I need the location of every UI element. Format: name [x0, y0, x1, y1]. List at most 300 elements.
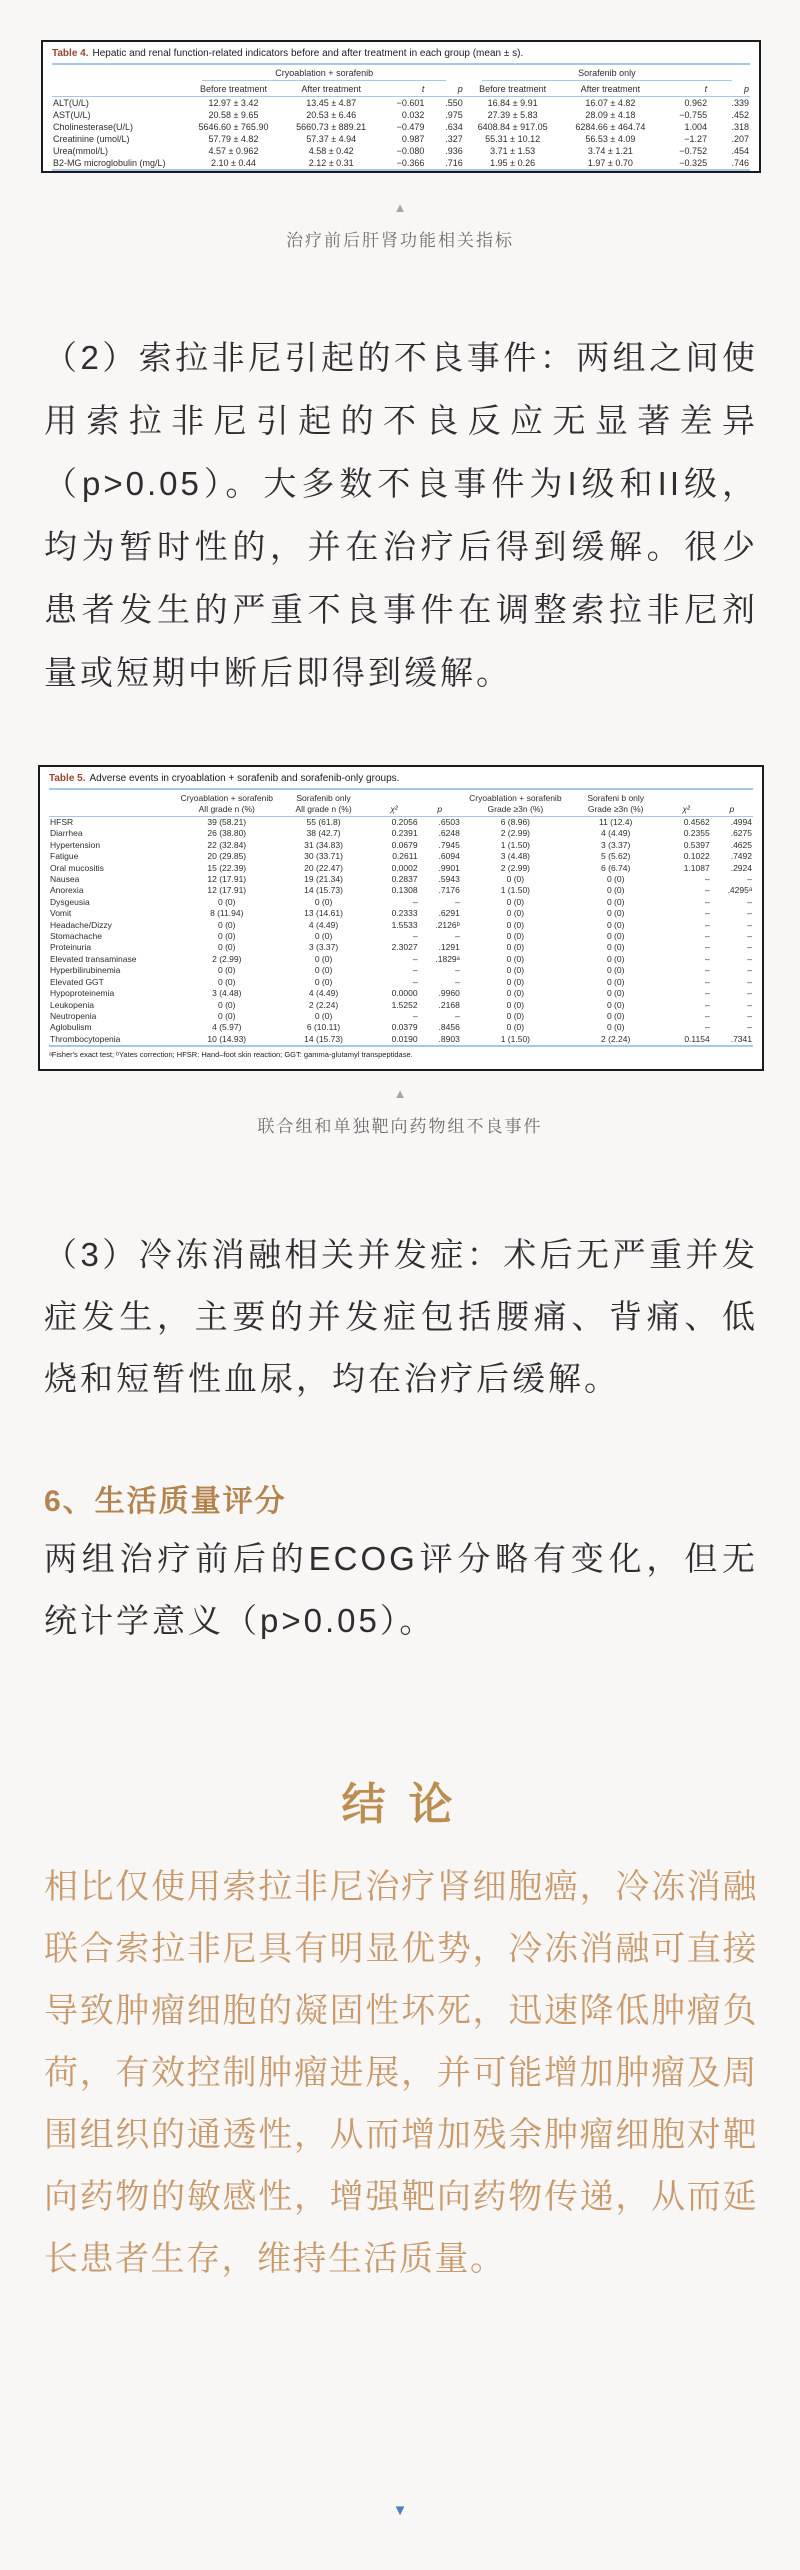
data-cell: 2 (2.24)	[570, 1034, 662, 1046]
data-cell: –	[747, 919, 752, 930]
data-cell: 13 (14.61)	[304, 908, 343, 919]
data-cell: 4.58 ± 0.42	[308, 146, 354, 156]
data-cell: –	[747, 988, 752, 999]
data-cell: 1 (1.50)	[500, 885, 531, 896]
data-cell: –	[747, 965, 752, 976]
data-cell: 0 (0)	[218, 919, 236, 930]
data-cell: .9901	[438, 862, 460, 873]
table-row	[49, 920, 753, 931]
column-header-sorafenib-grade3: Sorafeni b only Grade ≥3n (%)	[570, 792, 662, 817]
data-cell: 55.31 ± 10.12	[485, 134, 541, 144]
data-cell: 2.10 ± 0.44	[185, 157, 283, 170]
data-cell: 26 (38.80)	[207, 828, 247, 839]
paragraph-quality-of-life: 两组治疗前后的ECOG评分略有变化，但无统计学意义（p>0.05）。	[44, 1540, 758, 1639]
data-cell: 0.1022	[683, 851, 710, 862]
table-row	[49, 828, 753, 839]
table5-header-row	[49, 792, 753, 817]
data-cell: –	[412, 931, 418, 942]
data-cell: 12 (17.91)	[207, 885, 247, 896]
row-label: Fatigue	[50, 851, 79, 862]
data-cell: 0.2391	[391, 828, 418, 839]
data-cell: 1.5533	[391, 919, 418, 930]
column-header-p: p	[419, 792, 461, 817]
data-cell: 6 (10.11)	[306, 1022, 341, 1033]
data-cell: 0.0002	[391, 862, 418, 873]
row-label: Anorexia	[50, 885, 84, 896]
data-cell: .634	[445, 122, 463, 132]
row-label: Neutropenia	[50, 1010, 97, 1021]
table5-figure	[38, 765, 764, 1071]
data-cell: –	[455, 976, 460, 987]
table4-label: Table 4.	[52, 48, 89, 59]
data-cell: 12.97 ± 3.42	[208, 98, 259, 108]
column-header-p: p	[711, 792, 753, 817]
paragraph-cryoablation-complications: （3）冷冻消融相关并发症：术后无严重并发症发生，主要的并发症包括腰痛、背痛、低烧和短暂性血尿，均在治疗后缓解。	[44, 1236, 758, 1397]
data-cell: 19 (21.34)	[304, 874, 343, 885]
data-cell: 0 (0)	[506, 988, 525, 999]
data-cell: .6291	[438, 908, 460, 919]
table5-body	[49, 817, 753, 1047]
data-cell: –	[455, 931, 460, 942]
row-label: Hypertension	[50, 839, 101, 850]
data-cell: 5646.60 ± 765.90	[198, 122, 269, 132]
data-cell: 0 (0)	[606, 999, 625, 1010]
data-cell: –	[704, 988, 710, 999]
data-cell: 39 (58.21)	[207, 817, 247, 827]
data-cell: 0 (0)	[606, 965, 625, 976]
data-cell: –	[747, 953, 752, 964]
data-cell: 0 (0)	[606, 908, 625, 919]
data-cell: 6 (8.96)	[500, 817, 531, 827]
table-row	[49, 817, 753, 829]
data-cell: .5943	[438, 874, 460, 885]
data-cell: 4 (4.49)	[308, 919, 339, 930]
data-cell: 3 (3.37)	[601, 839, 631, 850]
data-cell: 0 (0)	[506, 931, 525, 942]
column-header: Before treatment	[185, 83, 283, 97]
column-header: Before treatment	[464, 83, 562, 97]
data-cell: 3.71 ± 1.53	[490, 146, 536, 156]
group-header-cryo: Cryoablation + sorafenib	[185, 67, 464, 83]
data-cell: 4 (4.49)	[308, 988, 339, 999]
data-cell: –	[747, 908, 752, 919]
data-cell: –	[704, 953, 710, 964]
data-cell: 0 (0)	[606, 885, 625, 896]
table-row	[49, 931, 753, 942]
column-header: t	[380, 83, 425, 97]
data-cell: –	[412, 953, 418, 964]
data-cell: –	[747, 942, 752, 953]
section6-heading: 6、生活质量评分	[44, 1485, 287, 1518]
data-cell: .327	[445, 134, 463, 144]
data-cell: 14 (15.73)	[278, 1034, 370, 1046]
data-cell: 20.58 ± 9.65	[208, 110, 259, 120]
data-cell: –	[704, 965, 710, 976]
row-label: B2-MG microglobulin (mg/L)	[52, 157, 185, 170]
table-row	[49, 908, 753, 919]
data-cell: 5660.73 ± 889.21	[296, 122, 367, 132]
data-cell: .2168	[438, 999, 460, 1010]
data-cell: 2 (2.99)	[500, 862, 531, 873]
data-cell: 1.5252	[391, 999, 418, 1010]
data-cell: .6275	[730, 828, 752, 839]
table5-title-line	[49, 773, 753, 790]
data-cell: .716	[425, 157, 463, 170]
table-row	[49, 1034, 753, 1046]
data-cell: 12 (17.91)	[207, 874, 247, 885]
table-row	[49, 965, 753, 976]
data-cell: –	[747, 1022, 752, 1033]
data-cell: 0 (0)	[506, 1010, 525, 1021]
data-cell: –	[747, 976, 752, 987]
data-cell: 0 (0)	[314, 965, 333, 976]
table4-title-line	[52, 48, 750, 65]
data-cell: 57.37 ± 4.94	[306, 134, 357, 144]
table4-title: Hepatic and renal function-related indicators before and after treatment in each group (mean ± s).	[92, 48, 524, 59]
data-cell: 3.74 ± 1.21	[587, 146, 633, 156]
table4	[52, 67, 750, 171]
data-cell: .4994	[730, 817, 752, 827]
table-row	[49, 840, 753, 851]
data-cell: 20 (22.47)	[304, 862, 343, 873]
data-cell: 2.3027	[391, 942, 418, 953]
data-cell: .7176	[438, 885, 460, 896]
data-cell: 15 (22.39)	[207, 862, 247, 873]
row-label: Vomit	[50, 908, 72, 919]
data-cell: .4295ᵃ	[727, 885, 752, 896]
data-cell: 0 (0)	[606, 1010, 625, 1021]
data-cell: 0.0000	[391, 988, 418, 999]
data-cell: 4 (4.49)	[601, 828, 631, 839]
table-row	[52, 157, 750, 170]
data-cell: 28.09 ± 4.18	[585, 110, 636, 120]
data-cell: .2126ᵇ	[435, 919, 460, 930]
table4-subheader-row	[52, 83, 750, 97]
data-cell: .9960	[438, 988, 460, 999]
row-label: Hypoproteinemia	[50, 988, 115, 999]
data-cell: −0.325	[659, 157, 708, 170]
data-cell: 4 (5.97)	[212, 1022, 242, 1033]
data-cell: 2.12 ± 0.31	[282, 157, 380, 170]
data-cell: 0.2837	[391, 874, 418, 885]
data-cell: –	[704, 908, 710, 919]
table-row	[49, 954, 753, 965]
data-cell: 2 (2.99)	[212, 953, 242, 964]
data-cell: 2 (2.24)	[308, 999, 339, 1010]
data-cell: .454	[731, 146, 749, 156]
row-label: Stomachache	[50, 931, 102, 942]
data-cell: 0 (0)	[218, 965, 236, 976]
data-cell: 0.1154	[661, 1034, 710, 1046]
data-cell: .8456	[438, 1022, 460, 1033]
data-cell: 56.53 ± 4.09	[585, 134, 636, 144]
table-row	[49, 977, 753, 988]
data-cell: 0 (0)	[606, 931, 625, 942]
data-cell: −1.27	[684, 134, 708, 144]
row-label: Thrombocytopenia	[49, 1034, 176, 1046]
data-cell: 0 (0)	[506, 976, 525, 987]
paragraph-sorafenib-adverse-events: （2）索拉非尼引起的不良事件：两组之间使用索拉非尼引起的不良反应无显著差异（p>0.05）。大多数不良事件为I级和II级，均为暂时性的，并在治疗后得到缓解。很少患者发生的严重不良事件在调整索拉非尼剂量或短期中断后即得到缓解。	[44, 339, 758, 691]
data-cell: 0 (0)	[218, 931, 236, 942]
row-label: Elevated transaminase	[50, 953, 137, 964]
data-cell: 0.2611	[392, 851, 418, 862]
data-cell: –	[747, 1010, 752, 1021]
data-cell: –	[412, 965, 418, 976]
data-cell: 1.97 ± 0.70	[562, 157, 660, 170]
data-cell: 0 (0)	[506, 1022, 525, 1033]
row-label: Creatinine (umol/L)	[53, 134, 130, 144]
table-row	[49, 885, 753, 896]
table4-caption: 治疗前后肝肾功能相关指标	[286, 231, 514, 250]
table5-footnote: ᵃFisher's exact test; ᵇYates correction; HFSR: Hand–foot skin reaction; GGT: gamma-glutamyl transpeptidase.	[49, 1050, 413, 1060]
data-cell: −0.755	[679, 110, 708, 120]
group-header-sorafenib: Sorafenib only	[464, 67, 750, 83]
conclusion-title: 结 论	[341, 1780, 459, 1829]
data-cell: 0 (0)	[606, 953, 625, 964]
row-label: Aglobulism	[50, 1022, 92, 1033]
table-row	[49, 942, 753, 953]
empty-header-cell	[52, 67, 185, 83]
column-header-chi-square: χ²	[661, 792, 710, 817]
data-cell: –	[704, 1022, 710, 1033]
data-cell: .6248	[438, 828, 460, 839]
table-row	[49, 863, 753, 874]
data-cell: −0.752	[679, 146, 708, 156]
data-cell: .4625	[730, 839, 752, 850]
data-cell: 0 (0)	[314, 896, 333, 907]
data-cell: 0 (0)	[606, 896, 625, 907]
data-cell: 3 (3.37)	[308, 942, 339, 953]
table-row	[49, 1022, 753, 1033]
table-row	[52, 109, 750, 121]
table-row	[52, 133, 750, 145]
data-cell: 0.2333	[391, 908, 418, 919]
column-header-sorafenib-allgrade: Sorafenib only All grade n (%)	[278, 792, 370, 817]
data-cell: 0.4562	[683, 817, 710, 827]
data-cell: 10 (14.93)	[176, 1034, 278, 1046]
column-header: t	[659, 83, 708, 97]
data-cell: 1 (1.50)	[461, 1034, 570, 1046]
data-cell: .975	[445, 110, 463, 120]
data-cell: 4.57 ± 0.962	[208, 146, 259, 156]
column-header-cryo-allgrade: Cryoablation + sorafenib All grade n (%)	[176, 792, 278, 817]
data-cell: –	[412, 1010, 418, 1021]
row-label: ALT(U/L)	[53, 98, 89, 108]
data-cell: –	[455, 896, 460, 907]
data-cell: 0 (0)	[606, 942, 625, 953]
data-cell: 3 (4.48)	[212, 988, 242, 999]
data-cell: 1.004	[684, 122, 708, 132]
data-cell: .7492	[730, 851, 752, 862]
data-cell: 0 (0)	[506, 953, 525, 964]
data-cell: .318	[731, 122, 749, 132]
triangle-up-icon: ▲	[393, 200, 407, 215]
data-cell: 0 (0)	[506, 896, 525, 907]
data-cell: 30 (33.71)	[304, 851, 343, 862]
row-label: Dysgeusia	[50, 896, 90, 907]
data-cell: 0.962	[684, 98, 708, 108]
data-cell: 22 (32.84)	[207, 839, 247, 850]
data-cell: –	[704, 874, 710, 885]
data-cell: 0.2056	[391, 817, 418, 827]
data-cell: −0.366	[380, 157, 425, 170]
data-cell: 0 (0)	[606, 1022, 625, 1033]
data-cell: 20.53 ± 6.46	[306, 110, 357, 120]
data-cell: 0 (0)	[506, 874, 525, 885]
row-label: AST(U/L)	[53, 110, 91, 120]
data-cell: –	[704, 976, 710, 987]
data-cell: .7945	[438, 839, 460, 850]
data-cell: −0.080	[396, 146, 425, 156]
data-cell: 13.45 ± 4.87	[306, 98, 357, 108]
table-row	[49, 1011, 753, 1022]
data-cell: 6408.84 ± 917.05	[477, 122, 548, 132]
data-cell: –	[704, 942, 710, 953]
table5-caption-block	[0, 1086, 800, 1137]
conclusion-paragraph: 相比仅使用索拉非尼治疗肾细胞癌，冷冻消融联合索拉非尼具有明显优势，冷冻消融可直接导致肿瘤细胞的凝固性坏死，迅速降低肿瘤负荷，有效控制肿瘤进展，并可能增加肿瘤及周围组织的通透性，从而增加残余肿瘤细胞对靶向药物的敏感性，增强靶向药物传递，从而延长患者生存，维持生活质量。	[44, 1868, 758, 2278]
triangle-down-icon: ▼	[392, 2502, 408, 2519]
data-cell: 0 (0)	[606, 976, 625, 987]
data-cell: 0 (0)	[506, 999, 525, 1010]
table4-group-header-row	[52, 67, 750, 83]
column-header: After treatment	[282, 83, 380, 97]
row-label: Elevated GGT	[50, 976, 104, 987]
row-label: Urea(mmol/L)	[53, 146, 109, 156]
data-cell: .550	[445, 98, 463, 108]
data-cell: –	[704, 931, 710, 942]
data-cell: 0.987	[401, 134, 425, 144]
table5-label: Table 5.	[49, 773, 86, 784]
row-label: Proteinuria	[50, 942, 92, 953]
data-cell: 0 (0)	[606, 919, 625, 930]
table4-caption-block	[0, 200, 800, 251]
data-cell: 27.39 ± 5.83	[487, 110, 538, 120]
data-cell: 0 (0)	[314, 931, 333, 942]
data-cell: .7341	[711, 1034, 753, 1046]
data-cell: –	[747, 896, 752, 907]
data-cell: 0 (0)	[314, 953, 333, 964]
table4-body	[52, 97, 750, 171]
data-cell: 1 (1.50)	[500, 839, 531, 850]
table-row	[52, 97, 750, 110]
data-cell: –	[747, 874, 752, 885]
data-cell: 0 (0)	[506, 908, 525, 919]
data-cell: 11 (12.4)	[598, 817, 633, 827]
column-header-chi-square: χ²	[369, 792, 418, 817]
row-label: Hyperbilirubinemia	[50, 965, 121, 976]
column-header: After treatment	[562, 83, 660, 97]
row-label: Nausea	[50, 874, 80, 885]
table5-title: Adverse events in cryoablation + sorafenib and sorafenib-only groups.	[89, 773, 400, 784]
data-cell: 0 (0)	[606, 988, 625, 999]
column-header: p	[425, 83, 463, 97]
data-cell: –	[704, 999, 710, 1010]
data-cell: 1.1087	[683, 862, 710, 873]
data-cell: 0 (0)	[314, 1010, 333, 1021]
data-cell: 0 (0)	[218, 976, 236, 987]
table-row	[49, 988, 753, 999]
data-cell: 2 (2.99)	[500, 828, 531, 839]
table5	[49, 792, 753, 1047]
data-cell: .207	[731, 134, 749, 144]
data-cell: 0 (0)	[314, 976, 333, 987]
column-header: p	[708, 83, 750, 97]
data-cell: 20 (29.85)	[207, 851, 247, 862]
empty-header-cell	[49, 792, 176, 817]
data-cell: .2924	[730, 862, 752, 873]
data-cell: .339	[731, 98, 749, 108]
data-cell: 0.1308	[391, 885, 418, 896]
data-cell: –	[704, 919, 710, 930]
empty-header-cell	[52, 83, 185, 97]
data-cell: 55 (61.8)	[306, 817, 341, 827]
data-cell: −0.479	[396, 122, 425, 132]
data-cell: 8 (11.94)	[210, 908, 244, 919]
data-cell: 0.0190	[369, 1034, 418, 1046]
data-cell: 0.032	[401, 110, 425, 120]
data-cell: –	[412, 976, 418, 987]
data-cell: 5 (5.62)	[601, 851, 631, 862]
data-cell: –	[704, 885, 710, 896]
data-cell: 0 (0)	[218, 1010, 236, 1021]
table4-figure	[41, 40, 761, 173]
data-cell: 0 (0)	[606, 874, 625, 885]
data-cell: .6094	[438, 851, 460, 862]
row-label: Cholinesterase(U/L)	[53, 122, 134, 132]
data-cell: .936	[445, 146, 463, 156]
data-cell: .8903	[419, 1034, 461, 1046]
data-cell: .746	[708, 157, 750, 170]
table-row	[49, 851, 753, 862]
triangle-up-icon: ▲	[393, 1086, 407, 1101]
data-cell: 0 (0)	[218, 942, 236, 953]
row-label: Leukopenia	[50, 999, 94, 1010]
data-cell: 16.84 ± 9.91	[487, 98, 538, 108]
data-cell: –	[412, 896, 418, 907]
data-cell: 0 (0)	[506, 965, 525, 976]
data-cell: 14 (15.73)	[304, 885, 343, 896]
data-cell: 31 (34.83)	[304, 839, 343, 850]
data-cell: 38 (42.7)	[306, 828, 341, 839]
column-header-cryo-grade3: Cryoablation + sorafenib Grade ≥3n (%)	[461, 792, 570, 817]
data-cell: 6 (6.74)	[601, 862, 631, 873]
table-row	[52, 145, 750, 157]
data-cell: 0.5397	[683, 839, 710, 850]
data-cell: 57.79 ± 4.82	[208, 134, 259, 144]
data-cell: 16.07 ± 4.82	[585, 98, 636, 108]
table-row	[52, 121, 750, 133]
data-cell: 0.2355	[683, 828, 710, 839]
table-row	[49, 1000, 753, 1011]
data-cell: 3 (4.48)	[500, 851, 531, 862]
data-cell: .6503	[438, 817, 460, 827]
data-cell: –	[704, 1010, 710, 1021]
row-label: Diarrhea	[50, 828, 83, 839]
table-row	[49, 874, 753, 885]
data-cell: 0 (0)	[506, 919, 525, 930]
data-cell: –	[747, 999, 752, 1010]
data-cell: 0.0379	[391, 1022, 418, 1033]
row-label: Headache/Dizzy	[50, 919, 112, 930]
data-cell: 6284.66 ± 464.74	[575, 122, 646, 132]
data-cell: –	[747, 931, 752, 942]
data-cell: 1.95 ± 0.26	[464, 157, 562, 170]
data-cell: 0 (0)	[218, 896, 236, 907]
data-cell: –	[455, 965, 460, 976]
data-cell: –	[704, 896, 710, 907]
data-cell: 0 (0)	[218, 999, 236, 1010]
data-cell: 0 (0)	[506, 942, 525, 953]
